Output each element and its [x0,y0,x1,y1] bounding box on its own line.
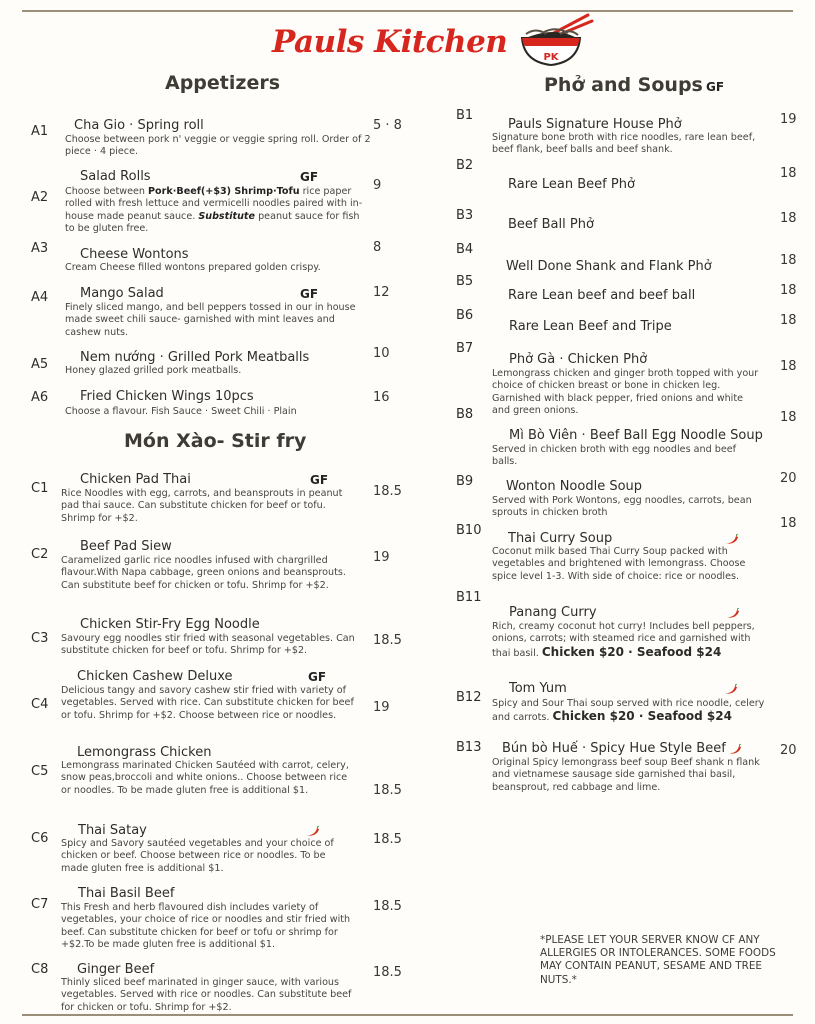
item-code: B3 [456,208,474,223]
spicy-chili-icon [726,607,740,619]
item-name: Chicken Cashew Deluxe [77,669,233,684]
item-name: Thai Curry Soup [508,531,613,546]
item-name: Pauls Signature House Phở [508,117,682,132]
item-name: Ginger Beef [77,962,155,977]
desc-text: rice paper rolled with fresh lettuce and vermicelli noodles paired with in-house made peanut sauce. [65,186,363,222]
item-code: B13 [456,740,482,755]
item-price-line: Chicken $20 · Seafood $24 [541,644,722,659]
item-code: C6 [31,831,49,846]
item-description: Signature bone broth with rice noodles, rare lean beef, beef flank, beef balls and beef shank. [492,132,756,156]
desc-text: Choose between [65,186,149,197]
item-name: Rare Lean Beef Phở [508,177,635,192]
item-name: Well Done Shank and Flank Phở [506,259,712,274]
item-description: Caramelized garlic rice noodles infused with chargrilled flavour.With Napa cabbage, green onions and beansprouts. Can substitute beef for chicken or tofu. Shrimp for +$2. [61,555,346,591]
item-price: 18 [780,313,797,328]
item-price: 18 [780,516,797,531]
item-description: This Fresh and herb flavoured dish includes variety of vegetables, your choice of rice or noodles and stir fried with beef. Can substitute chicken for beef or tofu or shrimp for +$2.To be made gluten free is additional $1. [61,902,351,950]
item-name: Beef Ball Phở [508,217,594,232]
item-description: Savoury egg noodles stir fried with seasonal vegetables. Can substitute chicken for beef or tofu. Shrimp for +$2. [61,633,355,657]
item-price: 19 [373,550,390,565]
item-code: B1 [456,108,474,123]
item-code: B12 [456,690,482,705]
item-code: C3 [31,631,49,646]
item-code: C2 [31,547,49,562]
item-price: 16 [373,390,390,405]
item-name: Salad Rolls [80,169,151,184]
item-price: 18.5 [373,899,402,914]
item-code: B7 [456,341,474,356]
pho-bowl-logo-icon [516,12,596,74]
item-price-line: Chicken $20 · Seafood $24 [552,709,732,724]
item-description: Spicy and Savory sautéed vegetables and your choice of chicken or beef. Choose between rice or noodles. To be made gluten free is additional $1. [61,838,334,874]
pho-soups-heading: Phở and Soups [544,74,703,96]
item-price: 10 [373,346,390,361]
item-name: Panang Curry [509,605,597,620]
gluten-free-tag: GF [308,670,327,684]
item-description: Delicious tangy and savory cashew stir fried with variety of vegetables. Served with rice. Can substitute chicken for beef or tofu. Shrimp for +$2. Choose between rice or noodles. [61,685,354,721]
desc-text: Spicy and Sour Thai soup served with rice noodle, celery and carrots. [492,698,765,724]
item-name: Rare Lean Beef and Tripe [509,319,672,334]
item-price: 19 [780,112,797,127]
item-name: Wonton Noodle Soup [506,479,643,494]
item-code: B10 [456,523,482,538]
item-description: Choose between pork n' veggie or veggie spring roll. Order of 2 piece · 4 piece. [65,134,371,158]
item-code: C5 [31,764,49,779]
item-code: B2 [456,158,474,173]
item-description: Coconut milk based Thai Curry Soup packed with vegetables and brightened with lemongrass. Choose spice level 1-3. With side of choice: rice or noodles. [492,546,746,582]
item-name: Thai Satay [78,823,147,838]
item-code: B8 [456,407,474,422]
stir-fry-heading: Món Xào- Stir fry [124,430,307,452]
item-name: Mango Salad [80,286,164,301]
item-name: Tom Yum [509,681,567,696]
item-code: C4 [31,697,49,712]
item-name: Cheese Wontons [80,247,189,262]
item-price: 18 [780,410,797,425]
item-name: Thai Basil Beef [78,886,175,901]
item-price: 18.5 [373,484,402,499]
item-description [492,698,778,725]
spicy-chili-icon [724,683,738,695]
item-description: Finely sliced mango, and bell peppers tossed in our in house made sweet chili sauce- garnished with mint leaves and cashew nuts. [65,302,356,338]
item-code: B11 [456,590,482,605]
item-code: A6 [31,390,49,405]
item-price: 18 [780,166,797,181]
item-description: Served with Pork Wontons, egg noodles, carrots, bean sprouts in chicken broth [492,495,752,519]
item-price: 8 [373,240,382,255]
item-code: A5 [31,357,49,372]
brand-title: Pauls Kitchen [272,24,508,60]
item-price: 18 [780,211,797,226]
bottom-rule [22,1014,793,1016]
item-name: Beef Pad Siew [80,539,172,554]
item-price: 5 · 8 [373,118,402,133]
gluten-free-tag: GF [300,170,319,184]
gluten-free-tag: GF [300,287,319,301]
item-price: 18 [780,253,797,268]
item-description: Rice Noodles with egg, carrots, and beansprouts in peanut pad thai sauce. Can substitute chicken for beef or tofu. Shrimp for +$2. [61,488,343,524]
item-name: Chicken Pad Thai [80,472,191,487]
item-code: C7 [31,897,49,912]
item-price: 9 [373,178,382,193]
spicy-chili-icon [728,743,742,755]
item-description: Lemongrass marinated Chicken Sautéed with carrot, celery, snow peas,broccoli and white onions.. Choose between rice or noodles. To be made gluten free is additional $1. [61,760,349,796]
appetizers-heading: Appetizers [165,72,281,94]
item-price: 19 [373,700,390,715]
item-code: A4 [31,290,49,305]
item-code: B6 [456,308,474,323]
top-rule [22,10,793,12]
item-code: B4 [456,242,474,257]
item-description: Lemongrass chicken and ginger broth topped with your choice of chicken breast or bone in chicken leg. Garnished with black pepper, fried onions and white and green onions. [492,368,759,416]
item-price: 18.5 [373,633,402,648]
item-name: Chicken Stir-Fry Egg Noodle [80,617,260,632]
item-price: 20 [780,743,797,758]
desc-text: peanut sauce for fish to be gluten free. [65,210,360,234]
desc-emphasis: Substitute [198,210,256,222]
item-price: 18.5 [373,965,402,980]
item-name: Rare Lean beef and beef ball [508,288,696,303]
item-description [65,186,365,235]
item-description: Cream Cheese filled wontons prepared golden crispy. [65,262,321,273]
allergy-note: *PLEASE LET YOUR SERVER KNOW CF ANY ALLERGIES OR INTOLERANCES. SOME FOODS MAY CONTAIN PEANUT, SESAME AND TREE NUTS.* [540,934,776,986]
logo-initials: PK [543,52,559,63]
spicy-chili-icon [725,533,739,545]
item-name: Nem nướng · Grilled Pork Meatballs [80,350,310,365]
item-price: 18.5 [373,783,402,798]
item-code: C1 [31,481,49,496]
desc-options: Pork·Beef(+$3) Shrimp·Tofu [148,186,300,197]
item-price: 18 [780,283,797,298]
item-price: 18.5 [373,832,402,847]
item-code: B9 [456,474,474,489]
item-code: A2 [31,190,49,205]
item-code: C8 [31,962,49,977]
item-description: Choose a flavour. Fish Sauce · Sweet Chili · Plain [65,406,297,417]
desc-text: Rich, creamy coconut hot curry! Includes bell peppers, onions, carrots; with steamed rice and garnished with thai basil. [492,621,755,659]
item-name: Bún bò Huế · Spicy Hue Style Beef [502,741,726,756]
item-description: Honey glazed grilled pork meatballs. [65,365,242,376]
item-price: 18 [780,359,797,374]
item-description: Original Spicy lemongrass beef soup Beef shank n flank and vietnamese sausage side garnished thai basil, beansprout, red cabbage and lime. [492,757,760,793]
item-description: Served in chicken broth with egg noodles and beef balls. [492,444,737,468]
item-price: 12 [373,285,390,300]
item-code: A1 [31,124,49,139]
spicy-chili-icon [306,825,320,837]
item-description [492,621,768,660]
item-price: 20 [780,471,797,486]
item-name: Mì Bò Viên · Beef Ball Egg Noodle Soup [509,428,763,443]
item-code: B5 [456,274,474,289]
item-name: Phở Gà · Chicken Phở [509,352,648,367]
item-name: Lemongrass Chicken [77,745,212,760]
item-name: Fried Chicken Wings 10pcs [80,389,254,404]
item-code: A3 [31,241,49,256]
item-description: Thinly sliced beef marinated in ginger sauce, with various vegetables. Served with rice or noodles. Can substitute beef for chicken or tofu. Shrimp for +$2. [61,977,352,1013]
gluten-free-tag: GF [310,473,329,487]
gluten-free-tag: GF [706,80,725,94]
item-name: Cha Gio · Spring roll [74,118,204,133]
